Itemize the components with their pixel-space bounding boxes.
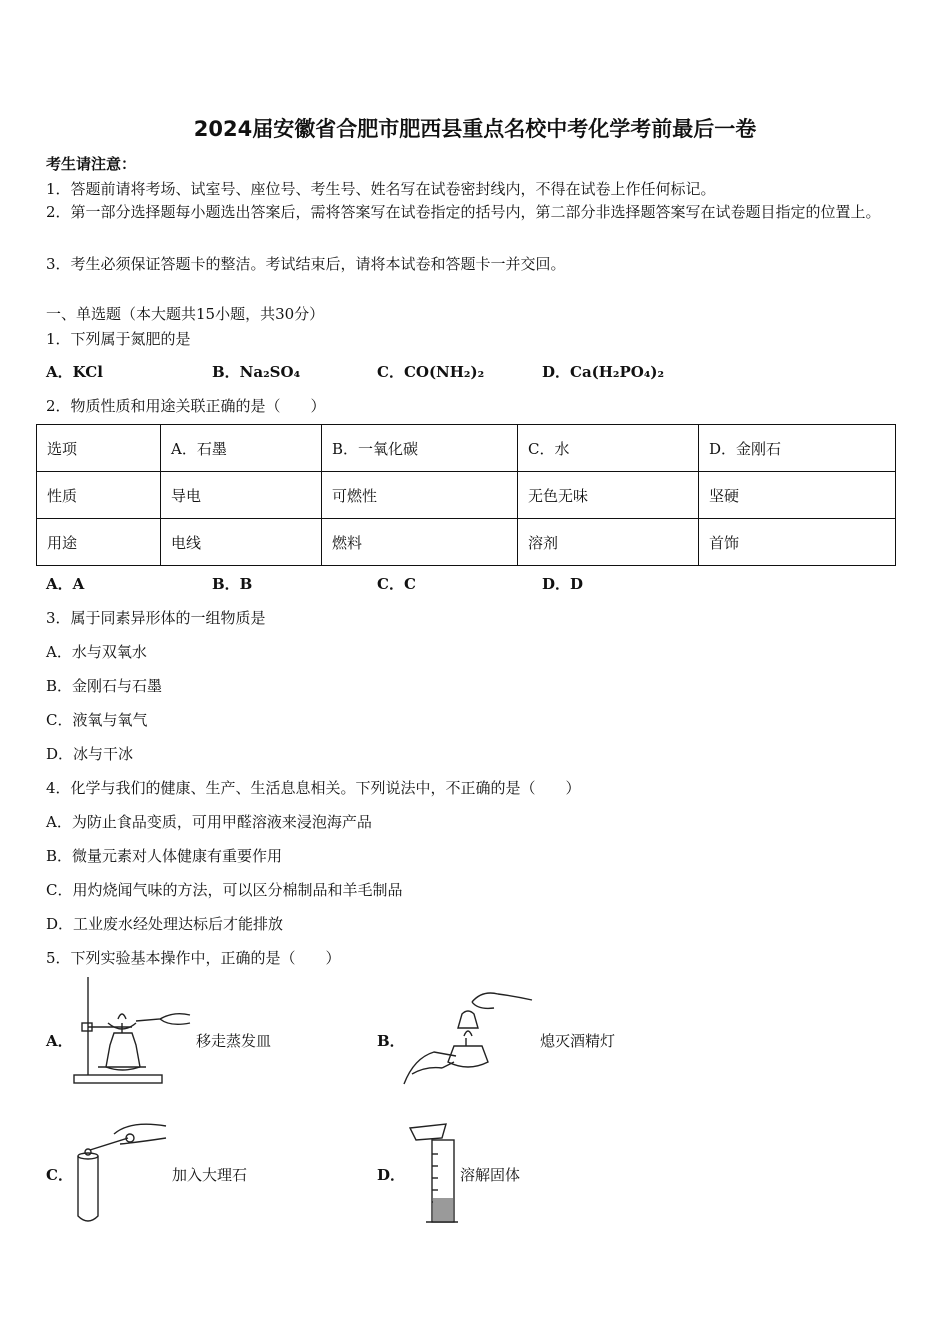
q5-stem: 5．下列实验基本操作中，正确的是（ ） — [46, 949, 341, 967]
q1-option-a: A．KCl — [46, 363, 103, 381]
table-cell: 首饰 — [699, 519, 896, 566]
table-cell: 性质 — [37, 472, 161, 519]
q3-option-b: B．金刚石与石墨 — [46, 677, 163, 695]
q2-option-d: D．D — [542, 575, 584, 593]
q2-table — [36, 424, 896, 566]
q4-option-c: C．用灼烧闻气味的方法，可以区分棉制品和羊毛制品 — [46, 881, 403, 899]
q3-option-c: C．液氧与氧气 — [46, 711, 148, 729]
q5-figure-c-label: C． — [46, 1166, 73, 1184]
q5-figure-b-image — [402, 988, 537, 1088]
q2-option-a: A．A — [46, 575, 85, 593]
q2-option-b: B．B — [212, 575, 253, 593]
q5-figure-c-image — [70, 1112, 170, 1227]
q4-stem: 4．化学与我们的健康、生产、生活息息相关。下列说法中，不正确的是（ ） — [46, 779, 581, 797]
section-heading: 一、单选题（本大题共15小题，共30分） — [46, 305, 325, 323]
q5-figure-d-image — [406, 1118, 458, 1228]
q3-option-d: D．冰与干冰 — [46, 745, 134, 763]
table-cell: 选项 — [37, 425, 161, 472]
q5-figure-c-caption: 加入大理石 — [172, 1166, 248, 1184]
page-title: 2024届安徽省合肥市肥西县重点名校中考化学考前最后一卷 — [193, 117, 757, 141]
q5-figure-d-caption: 溶解固体 — [460, 1166, 521, 1184]
q3-option-a: A．水与双氧水 — [46, 643, 147, 661]
notice-item-2: 2．第一部分选择题每小题选出答案后，需将答案写在试卷指定的括号内，第二部分非选择题答案写在试卷题目指定的位置上。 — [46, 203, 881, 221]
q2-option-c: C．C — [377, 575, 416, 593]
q5-figure-d-label: D． — [377, 1166, 406, 1184]
q1-option-c: C．CO(NH₂)₂ — [377, 363, 485, 381]
table-cell: 导电 — [161, 472, 322, 519]
notice-item-1: 1．答题前请将考场、试室号、座位号、考生号、姓名写在试卷密封线内，不得在试卷上作任何标记。 — [46, 180, 716, 198]
table-cell: 无色无味 — [518, 472, 699, 519]
notice-heading: 考生请注意： — [46, 155, 137, 173]
q3-stem: 3．属于同素异形体的一组物质是 — [46, 609, 266, 627]
q4-option-d: D．工业废水经处理达标后才能排放 — [46, 915, 284, 933]
q4-option-a: A．为防止食品变质，可用甲醛溶液来浸泡海产品 — [46, 813, 372, 831]
q1-stem: 1．下列属于氮肥的是 — [46, 330, 191, 348]
q5-figure-b-caption: 熄灭酒精灯 — [540, 1032, 616, 1050]
q4-option-b: B．微量元素对人体健康有重要作用 — [46, 847, 283, 865]
table-cell: 坚硬 — [699, 472, 896, 519]
q1-option-b: B．Na₂SO₄ — [212, 363, 301, 381]
notice-item-3: 3．考生必须保证答题卡的整洁。考试结束后，请将本试卷和答题卡一并交回。 — [46, 255, 566, 273]
table-row — [37, 472, 896, 519]
table-cell: 可燃性 — [322, 472, 518, 519]
q1-option-d: D．Ca(H₂PO₄)₂ — [542, 363, 665, 381]
table-cell: C．水 — [518, 425, 699, 472]
q2-stem: 2．物质性质和用途关联正确的是（ ） — [46, 397, 326, 415]
table-cell: 溶剂 — [518, 519, 699, 566]
table-cell: B．一氧化碳 — [322, 425, 518, 472]
q5-figure-a-image — [70, 975, 200, 1087]
table-cell: 电线 — [161, 519, 322, 566]
table-cell: 用途 — [37, 519, 161, 566]
q5-figure-b-label: B． — [377, 1032, 405, 1050]
q5-figure-a-caption: 移走蒸发皿 — [196, 1032, 272, 1050]
q5-figure-a-label: A． — [46, 1032, 73, 1050]
table-cell: D．金刚石 — [699, 425, 896, 472]
table-cell: A．石墨 — [161, 425, 322, 472]
table-row — [37, 519, 896, 566]
table-cell: 燃料 — [322, 519, 518, 566]
table-row — [37, 425, 896, 472]
